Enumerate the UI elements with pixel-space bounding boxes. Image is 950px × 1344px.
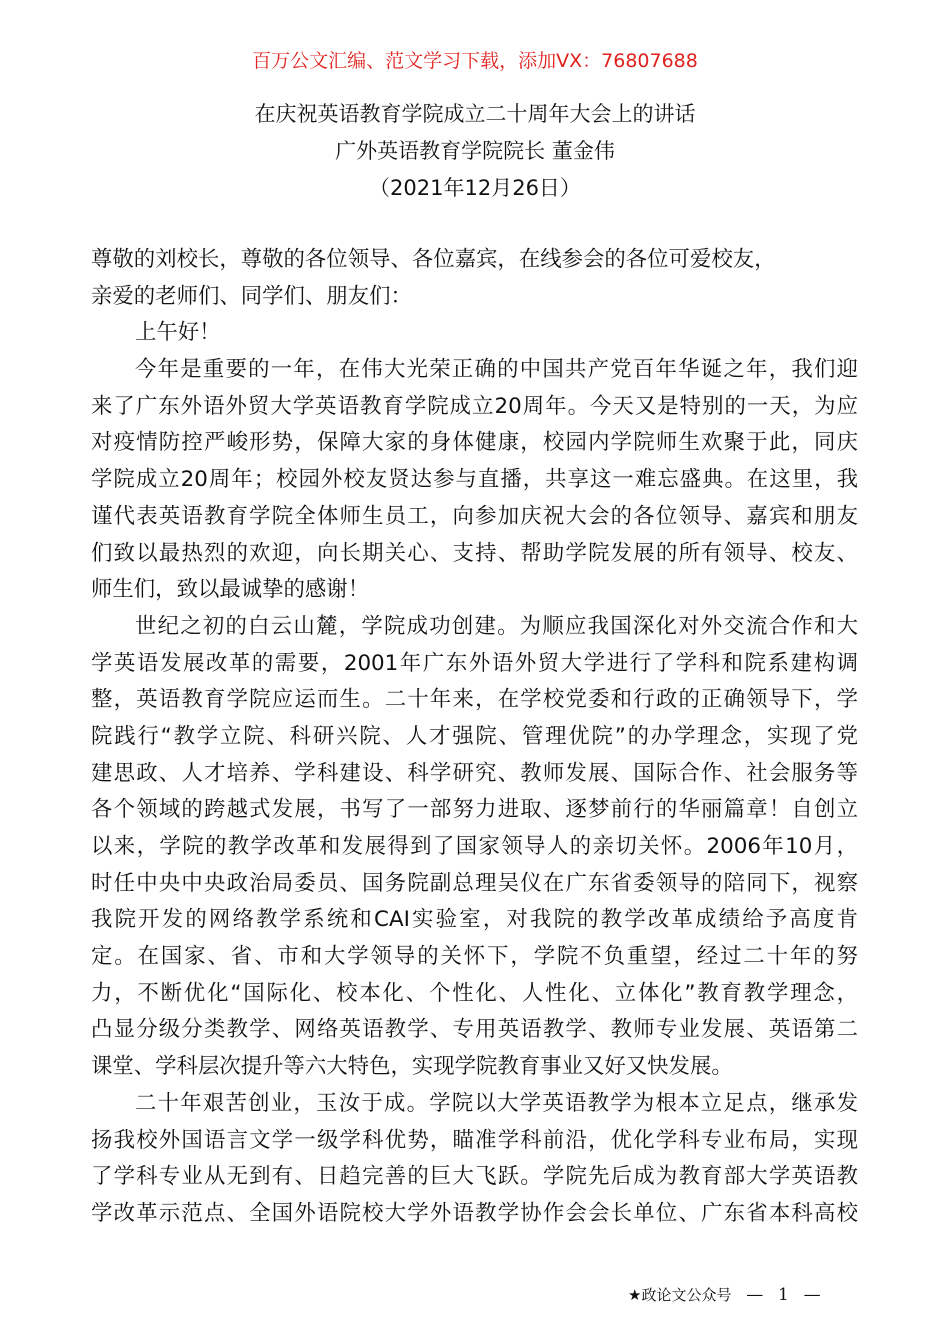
speech-author: 广外英语教育学院院长 董金伟 <box>335 139 615 163</box>
text-line: 了学科专业从无到有、日趋完善的巨大飞跃。学院先后成为教育部大学英语教 <box>91 1164 858 1190</box>
text-line: 学院成立20周年；校园外校友贤达参与直播，共享这一难忘盛典。在这里，我 <box>91 467 858 493</box>
text-line: 力，不断优化“国际化、校本化、个性化、人性化、立体化”教育教学理念， <box>91 980 858 1006</box>
text-line: 建思政、人才培养、学科建设、科学研究、教师发展、国际合作、社会服务等 <box>91 760 858 786</box>
text-line: 师生们，致以最诚挚的感谢！ <box>91 577 370 603</box>
text-line: 对疫情防控严峻形势，保障大家的身体健康，校园内学院师生欢聚于此，同庆 <box>91 430 858 456</box>
text-line: 们致以最热烈的欢迎，向长期关心、支持、帮助学院发展的所有领导、校友、 <box>91 540 858 566</box>
text-line: 学英语发展改革的需要，2001年广东外语外贸大学进行了学科和院系建构调 <box>91 650 858 676</box>
promo-banner: 百万公文汇编、范文学习下载，添加VX：76807688 <box>252 50 698 72</box>
page-footer <box>628 1284 821 1305</box>
page-number: 1 <box>778 1285 789 1305</box>
page-number-prefix: — <box>746 1285 764 1305</box>
text-line: 上午好！ <box>135 320 221 346</box>
speech-body <box>91 242 858 1233</box>
text-line: 时任中央中央政治局委员、国务院副总理吴仪在广东省委领导的陪同下，视察 <box>91 870 858 896</box>
text-line: 今年是重要的一年，在伟大光荣正确的中国共产党百年华诞之年，我们迎 <box>135 357 858 383</box>
speech-title: 在庆祝英语教育学院成立二十周年大会上的讲话 <box>254 102 696 126</box>
text-line: 各个领域的跨越式发展，书写了一部努力进取、逐梦前行的华丽篇章！自创立 <box>91 797 858 823</box>
text-line: 尊敬的刘校长，尊敬的各位领导、各位嘉宾，在线参会的各位可爱校友， <box>91 247 776 272</box>
text-line: 整，英语教育学院应运而生。二十年来，在学校党委和行政的正确领导下，学 <box>91 687 858 713</box>
text-line: 院践行“教学立院、科研兴院、人才强院、管理优院”的办学理念，实现了党 <box>91 723 858 749</box>
text-line: 谨代表英语教育学院全体师生员工，向参加庆祝大会的各位领导、嘉宾和朋友 <box>91 503 858 529</box>
text-line: 亲爱的老师们、同学们、朋友们： <box>91 283 412 309</box>
text-line: 定。在国家、省、市和大学领导的关怀下，学院不负重望，经过二十年的努 <box>91 944 858 970</box>
text-line: 凸显分级分类教学、网络英语教学、专用英语教学、教师专业发展、英语第二 <box>91 1017 858 1043</box>
text-line: 我院开发的网络教学系统和CAI实验室，对我院的教学改革成绩给予高度肯 <box>91 907 858 933</box>
speech-date: （2021年12月26日） <box>369 176 581 200</box>
text-line: 世纪之初的白云山麓，学院成功创建。为顺应我国深化对外交流合作和大 <box>135 613 858 639</box>
text-line: 以来，学院的教学改革和发展得到了国家领导人的亲切关怀。2006年10月， <box>91 834 858 859</box>
footer-source: ★政论文公众号 <box>628 1286 732 1304</box>
page-number-suffix: — <box>803 1285 821 1305</box>
text-line: 扬我校外国语言文学一级学科优势，瞄准学科前沿，优化学科专业布局，实现 <box>91 1127 858 1153</box>
text-line: 来了广东外语外贸大学英语教育学院成立20周年。今天又是特别的一天，为应 <box>91 393 858 419</box>
text-line: 课堂、学科层次提升等六大特色，实现学院教育事业又好又快发展。 <box>91 1054 733 1080</box>
text-line: 学改革示范点、全国外语院校大学外语教学协作会会长单位、广东省本科高校 <box>91 1200 858 1226</box>
text-line: 二十年艰苦创业，玉汝于成。学院以大学英语教学为根本立足点，继承发 <box>135 1090 858 1116</box>
